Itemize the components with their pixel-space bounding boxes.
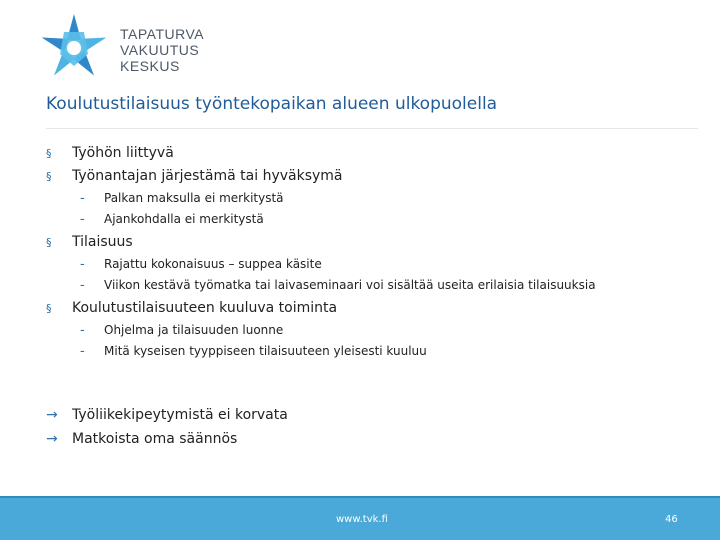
- bullet-text: Työhön liittyvä: [72, 145, 174, 161]
- arrow-point-text: Työliikekipeytymistä ei korvata: [72, 407, 288, 423]
- sub-bullet-4-2: [80, 344, 427, 359]
- dash-bullet-icon: -: [80, 278, 85, 293]
- bullet-text: Koulutustilaisuuteen kuuluva toiminta: [72, 300, 338, 316]
- footer-url: www.tvk.fi: [336, 514, 388, 525]
- sub-bullet-text: Ohjelma ja tilaisuuden luonne: [104, 323, 284, 337]
- title-divider: [46, 128, 698, 129]
- sub-bullet-text: Viikon kestävä työmatka tai laivaseminaari voi sisältää useita erilaisia tilaisuuksia: [104, 278, 596, 292]
- bullet-4: [46, 300, 337, 316]
- bullet-1: [46, 145, 174, 161]
- sub-bullet-text: Rajattu kokonaisuus – suppea käsite: [104, 257, 322, 271]
- page-number: 46: [665, 514, 678, 525]
- logo-line-1: TAPATURVA: [120, 26, 205, 42]
- slide-title: Koulutustilaisuus työntekopaikan alueen ulkopuolella: [46, 94, 498, 114]
- square-bullet-icon: §: [46, 147, 52, 160]
- dash-bullet-icon: -: [80, 257, 85, 272]
- sub-bullet-4-1: [80, 323, 283, 338]
- logo-line-2: VAKUUTUS: [120, 42, 200, 58]
- sub-bullet-2-2: [80, 212, 264, 227]
- dash-bullet-icon: -: [80, 344, 85, 359]
- dash-bullet-icon: -: [80, 212, 85, 227]
- sub-bullet-3-1: [80, 257, 322, 272]
- sub-bullet-text: Mitä kyseisen tyyppiseen tilaisuuteen yleisesti kuuluu: [104, 344, 427, 358]
- bullet-text: Tilaisuus: [72, 234, 133, 250]
- square-bullet-icon: §: [46, 302, 52, 315]
- arrow-right-icon: →: [46, 431, 58, 447]
- star-icon: [38, 12, 110, 84]
- bullet-text: Työnantajan järjestämä tai hyväksymä: [72, 168, 343, 184]
- dash-bullet-icon: -: [80, 323, 85, 338]
- arrow-point-2: [46, 431, 237, 447]
- dash-bullet-icon: -: [80, 191, 85, 206]
- footer-accent-line: [0, 496, 720, 498]
- sub-bullet-2-1: [80, 191, 284, 206]
- sub-bullet-text: Ajankohdalla ei merkitystä: [104, 212, 264, 226]
- bullet-2: [46, 168, 343, 184]
- arrow-point-1: [46, 407, 288, 423]
- arrow-point-text: Matkoista oma säännös: [72, 431, 238, 447]
- sub-bullet-3-2: [80, 278, 596, 293]
- square-bullet-icon: §: [46, 236, 52, 249]
- bullet-3: [46, 234, 133, 250]
- logo-wordmark: [120, 26, 204, 74]
- square-bullet-icon: §: [46, 170, 52, 183]
- logo-line-3: KESKUS: [120, 58, 180, 74]
- sub-bullet-text: Palkan maksulla ei merkitystä: [104, 191, 284, 205]
- arrow-right-icon: →: [46, 407, 58, 423]
